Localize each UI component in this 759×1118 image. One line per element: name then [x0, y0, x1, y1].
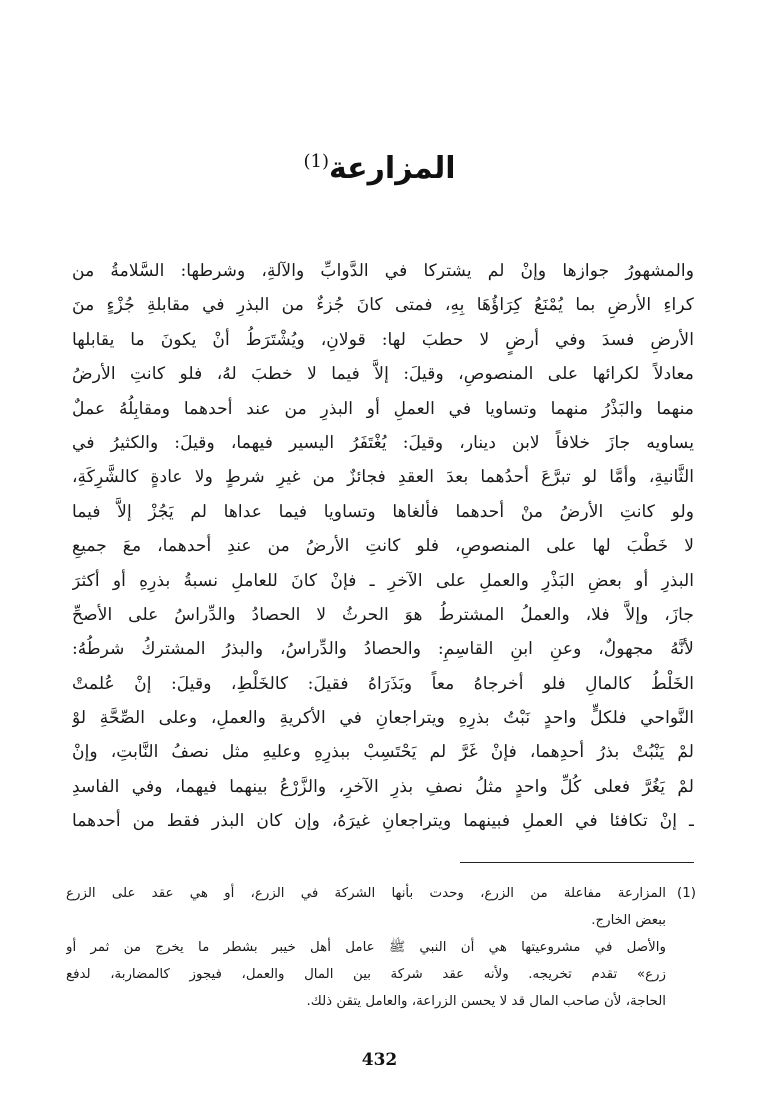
text-line: لمْ يَنْبُتْ بذرُ أحدِهما، فإنْ غَرَّ لم يَحْتَسِبْ ببذرِهِ وعليهِ مثل نصفُ النَّابتِ، وإنْ	[72, 742, 694, 763]
footnote-body-continued	[66, 934, 666, 1015]
text-line: النَّواحي فلكلٍّ واحدٍ نَبْتُ بذرِهِ ويتراجعانِ في الأكريةِ والعملِ، وعلى الصِّحَّةِ لوْ	[72, 708, 694, 729]
text-line: يساويه جازَ خلافاً لابن دينار، وقيلَ: يُغْتَفَرُ اليسير فيهما، وقيلَ: والكثيرُ في	[72, 432, 694, 453]
text-line: معادلاً لكرائها على المنصوصِ، وقيلَ: إلاَّ فيما لا خطبَ لهُ، فلو كانتِ الأرضُ	[72, 364, 694, 385]
footnote-number: (1)	[677, 886, 696, 901]
title-footnote-ref: (1)	[303, 151, 329, 172]
footnote-line: الحاجة، لأن صاحب المال قد لا يحسن الزراعة، والعامل يتقن ذلك.	[306, 994, 666, 1009]
footnote-line: والأصل في مشروعيتها هي أن النبي ﷺ عامل أهل خيبر بشطر ما يخرج من ثمر أو	[66, 940, 666, 955]
text-line: ـ إنْ تكافئا في العملِ فبينهما ويتراجعانِ غيرَهُ، وإن كان البذر فقط من أحدهما	[72, 811, 694, 832]
footnote-line: المزارعة مفاعلة من الزرع، وحدت بأنها الشركة في الزرع، أو هي عقد على الزرع	[66, 886, 666, 901]
text-line: كراءِ الأرضِ بما يُمْنَعُ كِرَاؤُهَا بِهِ، فمتى كانَ جُزءٌ من البذرِ في مقابلةِ جُزْءٍ منَ	[72, 295, 694, 316]
main-text	[72, 254, 694, 839]
text-line: ولو كانتِ الأرضُ منْ أحدهما فألغاها وتساويا فيما عداها لم يَجُزْ إلاَّ فيما	[72, 501, 694, 522]
text-line: الثَّانيةِ، وأمَّا لو تبرَّعَ أحدُهما بعدَ العقدِ فجائزٌ من غيرِ شرطٍ ولا عادةٍ كالشَّرِكَةِ،	[72, 467, 694, 488]
footnotes	[66, 880, 696, 1015]
footnote-body	[66, 880, 666, 934]
text-line: البذرِ أو بعضِ البَذْرِ والعملِ على الآخرِ ـ فإنْ كانَ للعاملِ نسبةُ بذرِهِ أو أكثرَ	[72, 570, 694, 591]
text-line: لا خَطْبَ لها على المنصوصِ، فلو كانتِ الأرضُ من عندِ أحدهما، معَ جميعِ	[72, 536, 694, 557]
footnote-line: ببعض الخارج.	[591, 913, 666, 928]
page-number: 432	[361, 1050, 398, 1070]
footnote-item	[66, 880, 696, 934]
text-line: لمْ يَغُرَّ فعلى كُلِّ واحدٍ مثلُ نصفِ بذرِ الآخرِ، والزَّرْعُ بينهما فيهما، وفي الفاسدِ	[72, 776, 694, 797]
text-line: لأنَّهُ مجهولٌ، وعنِ ابنِ القاسِمِ: والحصادُ والدِّراسُ، والبذرُ المشتركُ شرطُهُ:	[72, 639, 694, 660]
text-line: الخَلْطُ كالمالِ فلو أخرجاهُ معاً وبَذَرَاهُ فقيلَ: كالخَلْطِ، وقيلَ: إنْ عُلمتْ	[72, 673, 694, 694]
text-line: والمشهورُ جوازها وإنْ لم يشتركا في الدَّوابِّ والآلةِ، وشرطها: السَّلامةُ من	[72, 261, 694, 281]
text-line: الأرضِ فسدَ وفي أرضٍ لا حطبَ لها: قولانِ، ويُشْتَرَطُ أنْ يكونَ ما يقابلها	[72, 329, 694, 350]
footnote-line: زرع» تقدم تخريجه. ولأنه عقد شركة بين المال والعمل، فيجوز كالمضاربة، لدفع	[66, 967, 666, 982]
text-line: جازَ، وإلاَّ فلا، والعملُ المشترطُ هوَ الحرثُ لا الحصادُ والدِّراسُ على الأصحِّ	[72, 604, 694, 625]
footnote-continuation	[66, 934, 696, 1015]
chapter-title	[0, 140, 759, 191]
chapter-title-text: المزارعة	[328, 151, 456, 186]
text-line: منهما والبَذْرُ منهما وتساويا في العملِ أو البذرِ من عند أحدهما ومقابِلُهُ عملٌ	[72, 398, 694, 419]
footnote-separator	[460, 862, 694, 863]
